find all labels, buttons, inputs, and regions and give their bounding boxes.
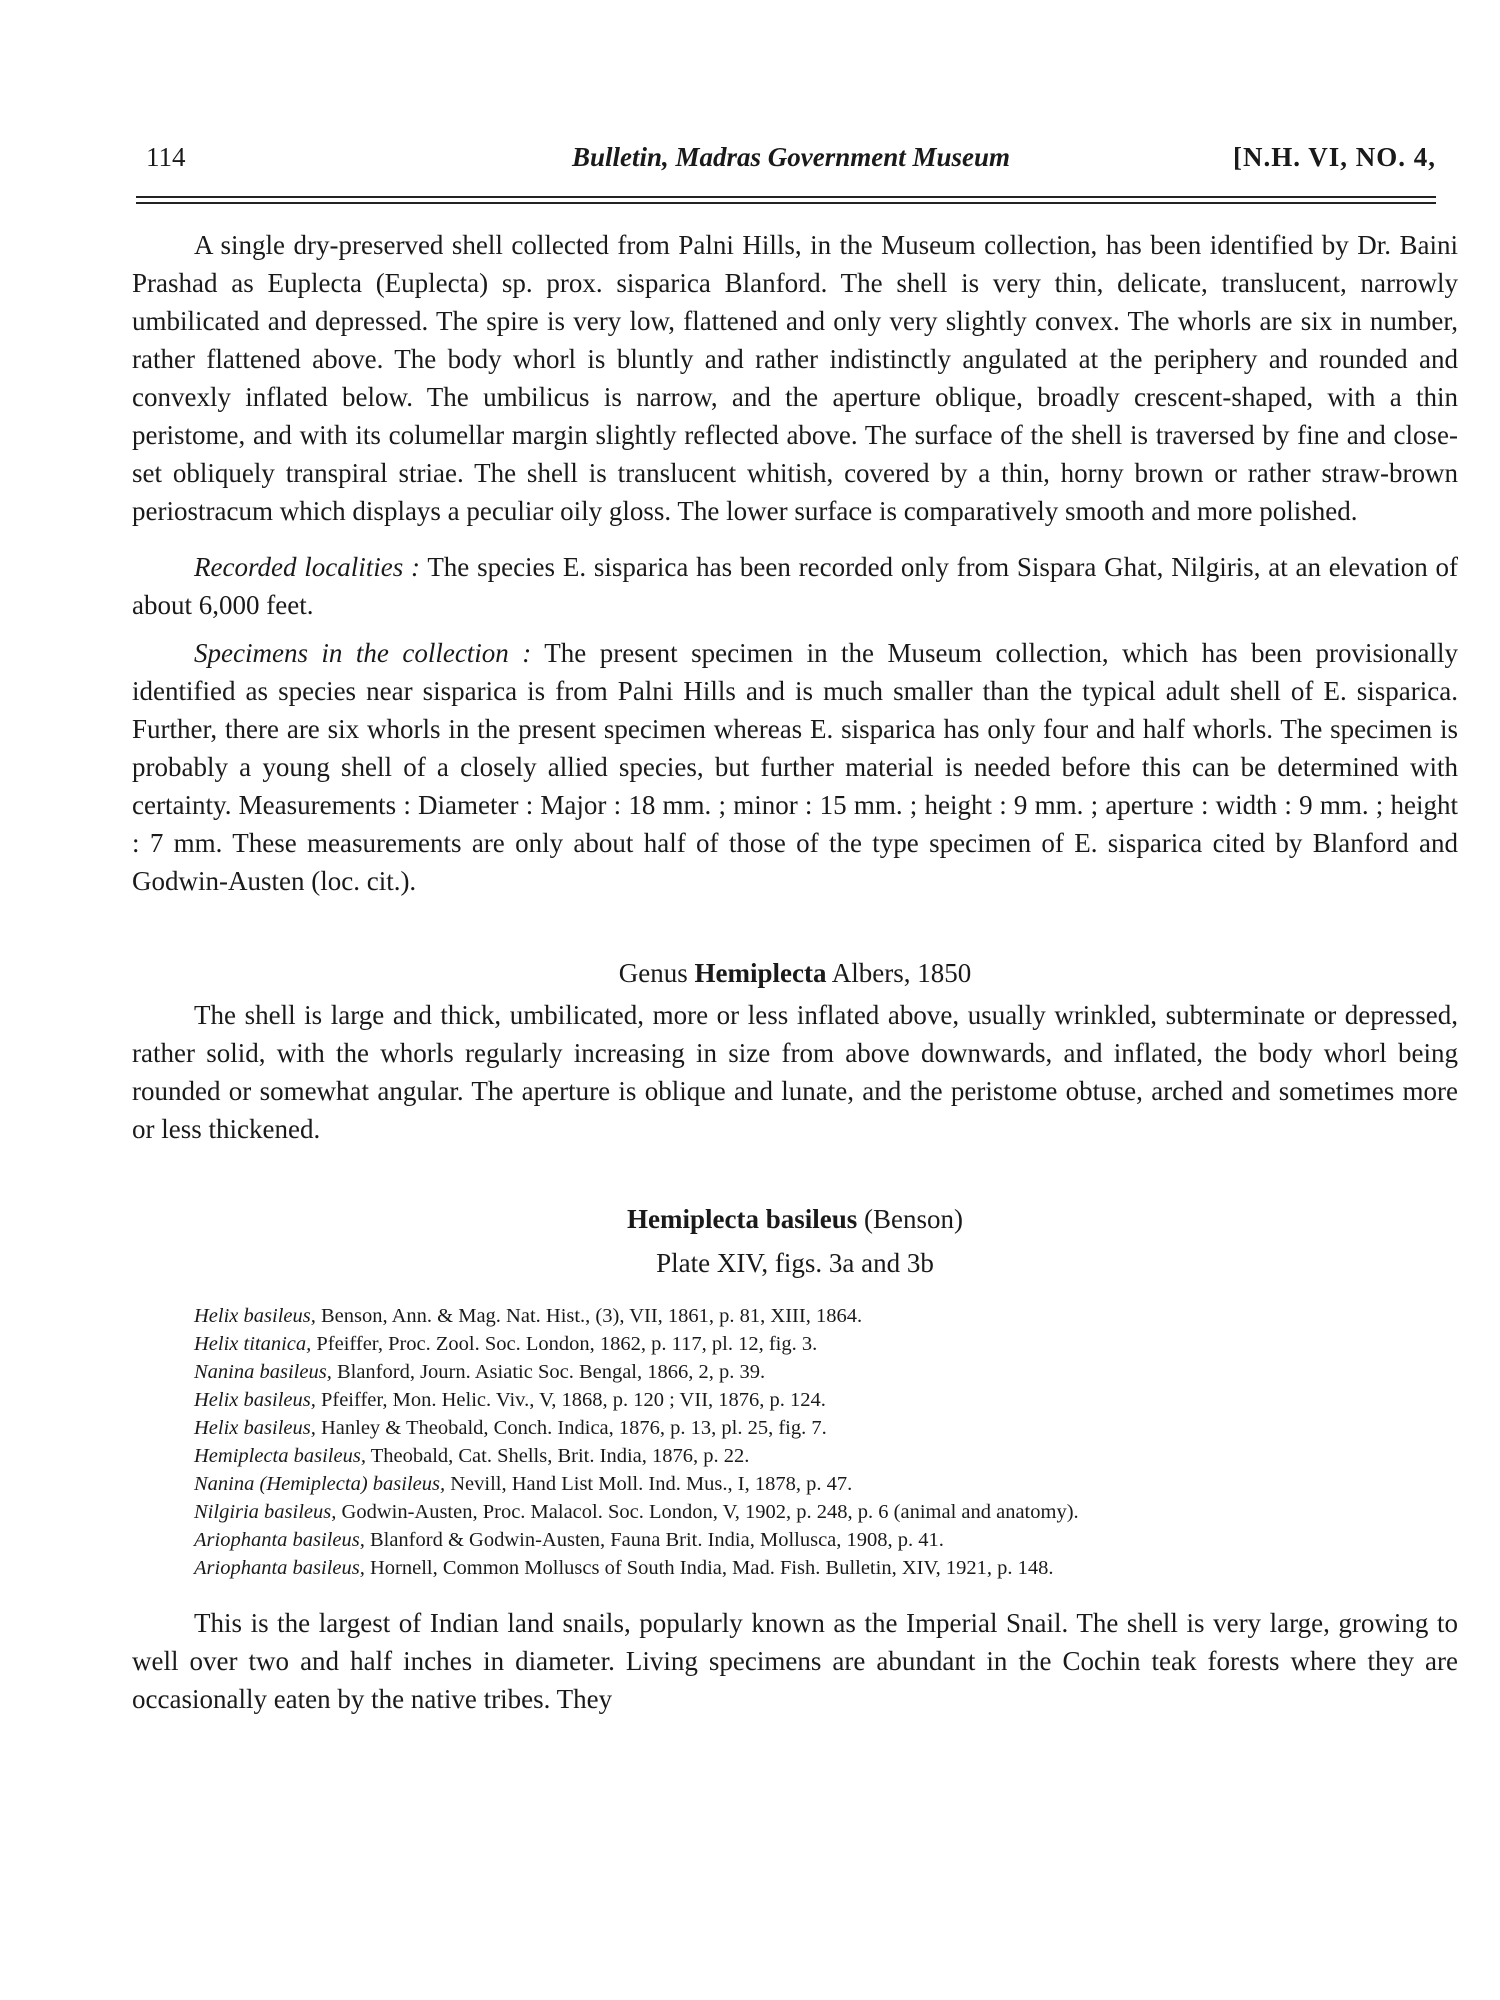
genus-prefix: Genus xyxy=(618,958,688,988)
synonym-name: Helix basileus, xyxy=(194,1417,316,1439)
series-info: [N.H. VI, NO. 4, xyxy=(1232,142,1436,172)
journal-title: Bulletin, Madras Government Museum xyxy=(571,142,1011,172)
genus-authority: Albers, 1850 xyxy=(831,958,972,988)
species-authority: (Benson) xyxy=(864,1204,963,1234)
synonym-citation: Hornell, Common Molluscs of South India, Mad. Fish. Bulletin, XIV, 1921, p. 148. xyxy=(369,1557,1054,1579)
synonymy-entry xyxy=(194,1498,1458,1526)
synonym-citation: Theobald, Cat. Shells, Brit. India, 1876, p. 22. xyxy=(370,1445,750,1467)
synonym-name: Ariophanta basileus, xyxy=(194,1557,365,1579)
specimens-text: The present specimen in the Museum collection, which has been provisionally identified as species near sisparica is from Palni Hills and is much smaller than the typical adult shell of E. sisparica. Further, there are six whorls in the present specimen whereas E. sisparica has only four and half whorls. The specimen is probably a young shell of a closely allied species, but further material is needed before this can be determined with certainty. Measurements : Diameter : Major : 18 mm. ; minor : 15 mm. ; height : 9 mm. ; aperture : width : 9 mm. ; height : 7 mm. These measurements are only about half of those of the type specimen of E. sisparica cited by Blanford and Godwin-Austen (loc. cit.). xyxy=(132,638,1458,896)
synonym-name: Helix basileus, xyxy=(194,1305,316,1327)
synonymy-entry xyxy=(194,1302,1458,1330)
genus-heading xyxy=(132,954,1458,992)
page-number: 114 xyxy=(146,142,186,172)
synonymy-entry xyxy=(194,1554,1458,1582)
page-body xyxy=(132,226,1458,1736)
species-heading xyxy=(132,1200,1458,1238)
synonym-citation: Hanley & Theobald, Conch. Indica, 1876, p. 13, pl. 25, fig. 7. xyxy=(320,1417,827,1439)
synonymy-entry xyxy=(194,1470,1458,1498)
header-rule-bottom xyxy=(136,202,1436,204)
synonymy-entry xyxy=(194,1386,1458,1414)
synonymy-entry xyxy=(194,1442,1458,1470)
synonym-name: Nanina basileus, xyxy=(194,1361,332,1383)
paragraph-specimens xyxy=(132,634,1458,900)
synonym-citation: Nevill, Hand List Moll. Ind. Mus., I, 1878, p. 47. xyxy=(450,1473,853,1495)
synonym-name: Ariophanta basileus, xyxy=(194,1529,365,1551)
paragraph-localities xyxy=(132,548,1458,624)
synonymy-entry xyxy=(194,1358,1458,1386)
plate-reference: Plate XIV, figs. 3a and 3b xyxy=(656,1248,934,1278)
header-rule-top xyxy=(136,196,1436,198)
genus-name: Hemiplecta xyxy=(694,958,827,988)
synonym-citation: Blanford & Godwin-Austen, Fauna Brit. India, Mollusca, 1908, p. 41. xyxy=(369,1529,944,1551)
synonym-citation: Godwin-Austen, Proc. Malacol. Soc. London, V, 1902, p. 248, p. 6 (animal and anatomy). xyxy=(341,1501,1079,1523)
synonym-name: Helix titanica, xyxy=(194,1333,312,1355)
specimens-label: Specimens in the collection : xyxy=(194,638,532,668)
synonym-citation: Blanford, Journ. Asiatic Soc. Bengal, 1866, 2, p. 39. xyxy=(336,1361,766,1383)
localities-text: The species E. sisparica has been recorded only from Sispara Ghat, Nilgiris, at an elevation of about 6,000 feet. xyxy=(132,552,1458,620)
species-name: Hemiplecta basileus xyxy=(627,1204,858,1234)
synonymy-entry xyxy=(194,1414,1458,1442)
synonymy-entry xyxy=(194,1330,1458,1358)
paragraph-genus-description: The shell is large and thick, umbilicated, more or less inflated above, usually wrinkled, subterminate or depressed, rather solid, with the whorls regularly increasing in size from above downwards, and inflated, the body whorl being rounded or somewhat angular. The aperture is oblique and lunate, and the peristome obtuse, arched and sometimes more or less thickened. xyxy=(132,1000,1458,1144)
synonym-citation: Pfeiffer, Mon. Helic. Viv., V, 1868, p. 120 ; VII, 1876, p. 124. xyxy=(320,1389,826,1411)
synonym-name: Nanina (Hemiplecta) basileus, xyxy=(194,1473,446,1495)
synonym-name: Helix basileus, xyxy=(194,1389,316,1411)
synonym-name: Nilgiria basileus, xyxy=(194,1501,337,1523)
synonymy-list xyxy=(194,1302,1458,1582)
synonymy-entry xyxy=(194,1526,1458,1554)
synonym-citation: Pfeiffer, Proc. Zool. Soc. London, 1862, p. 117, pl. 12, fig. 3. xyxy=(316,1333,818,1355)
synonym-citation: Benson, Ann. & Mag. Nat. Hist., (3), VII, 1861, p. 81, XIII, 1864. xyxy=(320,1305,863,1327)
paragraph-species-description: This is the largest of Indian land snails, popularly known as the Imperial Snail. The shell is very large, growing to well over two and half inches in diameter. Living specimens are abundant in the Cochin teak forests where they are occasionally eaten by the native tribes. They xyxy=(132,1608,1458,1714)
paragraph-description: A single dry-preserved shell collected from Palni Hills, in the Museum collection, has been identified by Dr. Baini Prashad as Euplecta (Euplecta) sp. prox. sisparica Blanford. The shell is very thin, delicate, translucent, narrowly umbilicated and depressed. The spire is very low, flattened and only very slightly convex. The whorls are six in number, rather flattened above. The body whorl is bluntly and rather indistinctly angulated at the periphery and rounded and convexly inflated below. The umbilicus is narrow, and the aperture oblique, broadly crescent-shaped, with a thin peristome, and with its columellar margin slightly reflected above. The surface of the shell is traversed by fine and close-set obliquely transpiral striae. The shell is translucent whitish, covered by a thin, horny brown or rather straw-brown periostracum which displays a peculiar oily gloss. The lower surface is comparatively smooth and more polished. xyxy=(132,230,1458,526)
synonym-name: Hemiplecta basileus, xyxy=(194,1445,366,1467)
page-header xyxy=(146,142,1436,182)
localities-label: Recorded localities : xyxy=(194,552,420,582)
